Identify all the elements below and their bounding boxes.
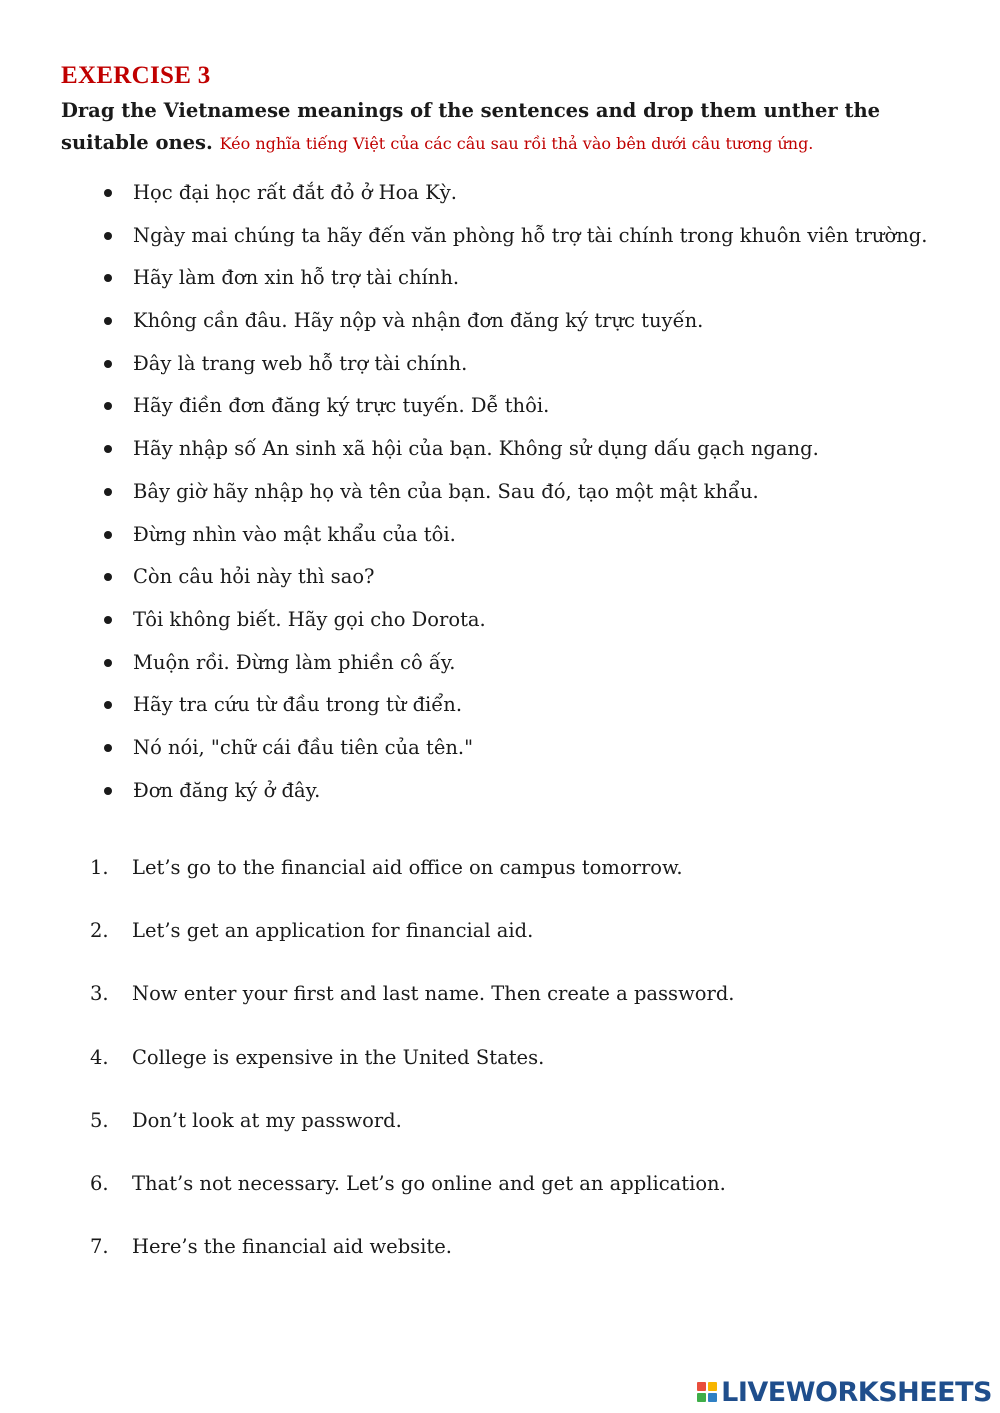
bullet-icon [104,274,112,282]
instruction [61,95,961,160]
vietnamese-option[interactable]: Hãy tra cứu từ đầu trong từ điển. [0,687,927,730]
sentence-text: That’s not necessary. Let’s go online and get an application. [132,1171,726,1195]
sentence-text: Let’s get an application for financial aid. [132,919,534,943]
sentence-text: Let’s go to the financial aid office on campus tomorrow. [132,856,683,879]
vietnamese-option[interactable]: Hãy điền đơn đăng ký trực tuyến. Dễ thôi. [0,388,927,431]
liveworksheets-logo-icon [697,1382,717,1402]
sentence-number: 2. [90,919,109,943]
bullet-icon [104,573,112,581]
sentence-number: 1. [90,856,109,879]
sentence-number: 3. [90,982,109,1006]
sentence-number: 7. [90,1235,109,1259]
instruction-english: Drag the Vietnamese meanings of the sentences and drop them unther the suitable ones. [61,99,881,154]
bullet-icon [104,488,112,496]
sentence-text: College is expensive in the United States. [132,1045,545,1069]
bullet-icon [104,445,112,453]
logo-square [697,1382,706,1391]
vietnamese-option[interactable]: Hãy nhập số An sinh xã hội của bạn. Không sử dụng dấu gạch ngang. [0,431,927,474]
english-sentence-drop-target[interactable] [0,1103,735,1166]
vietnamese-options-list [0,175,927,815]
liveworksheets-logo [697,1377,992,1407]
vietnamese-option[interactable]: Còn câu hỏi này thì sao? [0,559,927,602]
bullet-icon [104,402,112,410]
english-sentence-drop-target[interactable] [0,1040,735,1103]
vietnamese-option[interactable]: Muộn rồi. Đừng làm phiền cô ấy. [0,645,927,688]
vietnamese-option[interactable]: Bây giờ hãy nhập họ và tên của bạn. Sau đó, tạo một mật khẩu. [0,474,927,517]
sentence-text: Here’s the financial aid website. [132,1235,452,1259]
vietnamese-option[interactable]: Nó nói, "chữ cái đầu tiên của tên." [0,730,927,773]
vietnamese-option[interactable]: Ngày mai chúng ta hãy đến văn phòng hỗ trợ tài chính trong khuôn viên trường. [0,218,927,261]
exercise-title: EXERCISE 3 [61,62,211,89]
sentence-text: Now enter your first and last name. Then create a password. [132,982,735,1006]
sentence-number: 5. [90,1108,109,1132]
bullet-icon [104,744,112,752]
bullet-icon [104,189,112,197]
sentence-text: Don’t look at my password. [132,1108,402,1132]
english-sentence-drop-target[interactable] [0,850,735,913]
vietnamese-option[interactable]: Đơn đăng ký ở đây. [0,773,927,816]
english-sentence-drop-target[interactable] [0,1166,735,1229]
bullet-icon [104,701,112,709]
sentence-number: 4. [90,1045,109,1069]
instruction-vietnamese: Kéo nghĩa tiếng Việt của các câu sau rồi thả vào bên dưới câu tương ứng. [219,134,814,153]
english-sentences-list [0,850,735,1292]
bullet-icon [104,317,112,325]
bullet-icon [104,232,112,240]
bullet-icon [104,659,112,667]
bullet-icon [104,616,112,624]
sentence-number: 6. [90,1171,109,1195]
vietnamese-option[interactable]: Đừng nhìn vào mật khẩu của tôi. [0,517,927,560]
vietnamese-option[interactable]: Hãy làm đơn xin hỗ trợ tài chính. [0,260,927,303]
english-sentence-drop-target[interactable] [0,1229,735,1292]
vietnamese-option[interactable]: Học đại học rất đắt đỏ ở Hoa Kỳ. [0,175,927,218]
bullet-icon [104,360,112,368]
english-sentence-drop-target[interactable] [0,976,735,1039]
logo-text: LIVEWORKSHEETS [721,1376,992,1408]
vietnamese-option[interactable]: Không cần đâu. Hãy nộp và nhận đơn đăng ký trực tuyến. [0,303,927,346]
english-sentence-drop-target[interactable] [0,913,735,976]
vietnamese-option[interactable]: Đây là trang web hỗ trợ tài chính. [0,346,927,389]
logo-square [708,1382,717,1391]
logo-square [708,1393,717,1402]
bullet-icon [104,531,112,539]
bullet-icon [104,787,112,795]
logo-square [697,1393,706,1402]
vietnamese-option[interactable]: Tôi không biết. Hãy gọi cho Dorota. [0,602,927,645]
